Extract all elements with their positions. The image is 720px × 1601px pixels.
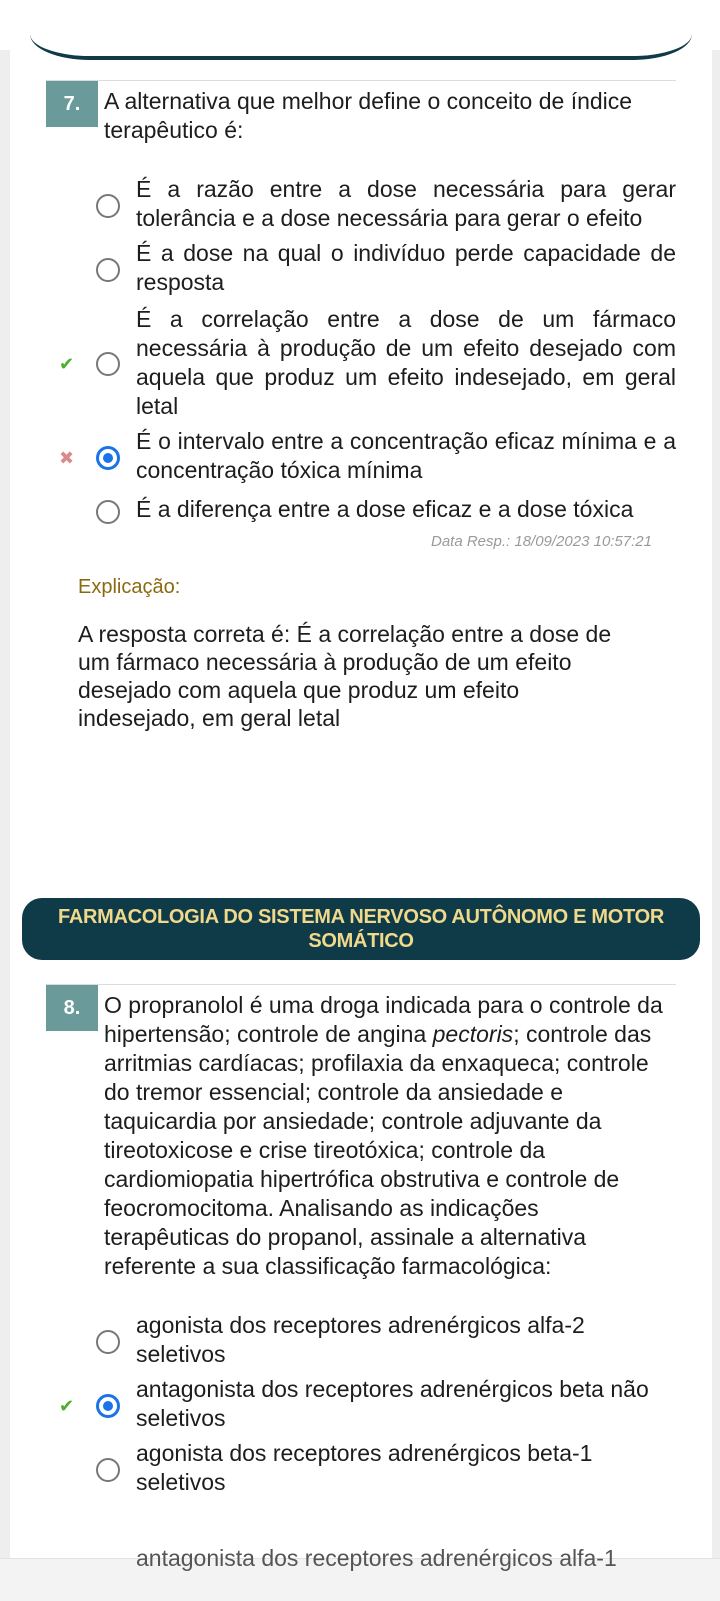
question-7	[46, 80, 676, 550]
options-list	[46, 1311, 676, 1501]
check-mark-icon: ✔	[59, 1396, 75, 1416]
radio-button[interactable]	[96, 352, 120, 376]
option-text: É a diferença entre a dose eficaz e a dose tóxica	[136, 496, 634, 522]
question-text-part2: ; controle das arritmias cardíacas; profilaxia da enxaqueca; controle do tremor essencial; controle da ansiedade e taquicardia por ansiedade; controle adjuvante da tireotoxicose e crise tireotóxica; controle da cardiomiopatia hipertrófica obstrutiva e controle de feocromocitoma. Analisando as indicações terapêuticas do propanol, assinale a alternativa referente a sua classificação farmacológica:	[104, 1021, 652, 1279]
radio-button[interactable]	[96, 1458, 120, 1482]
question-8	[46, 984, 676, 1501]
option-text: agonista dos receptores adrenérgicos alfa-2 seletivos	[136, 1312, 585, 1367]
option-e[interactable]	[46, 495, 676, 529]
response-date: Data Resp.: 18/09/2023 10:57:21	[430, 533, 652, 550]
x-mark-icon: ✖	[59, 448, 75, 468]
question-text-italic: pectoris	[432, 1021, 514, 1047]
question-text: A alternativa que melhor define o conceito de índice terapêutico é:	[104, 88, 633, 143]
radio-button-selected[interactable]	[96, 1394, 120, 1418]
radio-button[interactable]	[96, 194, 120, 218]
radio-button-selected[interactable]	[96, 446, 120, 470]
question-number: 7.	[46, 81, 98, 127]
section-title: FARMACOLOGIA DO SISTEMA NERVOSO AUTÔNOMO E MOTOR SOMÁTICO	[58, 906, 664, 952]
right-gutter	[712, 50, 720, 1560]
radio-button[interactable]	[96, 500, 120, 524]
check-mark-icon: ✔	[59, 354, 75, 374]
option-text: É a dose na qual o indivíduo perde capacidade de resposta	[136, 240, 676, 295]
option-c[interactable]	[46, 305, 676, 423]
explanation-text: A resposta correta é: É a correlação entre a dose de um fármaco necessária à produção de um efeito desejado com aquela que produz um efeito indesejado, em geral letal	[78, 621, 612, 731]
option-a[interactable]	[46, 1311, 676, 1373]
left-gutter	[0, 50, 10, 1560]
question-text	[104, 985, 676, 1281]
option-text: agonista dos receptores adrenérgicos beta-1 seletivos	[136, 1440, 593, 1495]
option-c[interactable]	[46, 1439, 676, 1501]
option-text: É o intervalo entre a concentração eficaz mínima e a concentração tóxica mínima	[136, 428, 676, 483]
question-8-header	[46, 984, 676, 1281]
options-list	[46, 175, 676, 529]
radio-button[interactable]	[96, 1330, 120, 1354]
option-d[interactable]	[46, 427, 676, 489]
question-number: 8.	[46, 985, 98, 1031]
option-b[interactable]	[46, 239, 676, 301]
radio-button[interactable]	[96, 258, 120, 282]
explanation-label: Explicação:	[78, 576, 181, 598]
question-text-part1: O propranolol é uma droga indicada para o controle da hipertensão; controle de angina	[104, 992, 663, 1047]
option-text: antagonista dos receptores adrenérgicos beta não seletivos	[136, 1376, 649, 1431]
option-text: É a razão entre a dose necessária para gerar tolerância e a dose necessária para gerar o efeito	[136, 176, 676, 231]
previous-section-edge	[30, 30, 692, 60]
option-d-partial	[136, 1544, 617, 1556]
option-b[interactable]	[46, 1375, 676, 1437]
section-header	[22, 898, 700, 960]
question-7-header	[46, 80, 676, 147]
option-a[interactable]	[46, 175, 676, 237]
option-text: É a correlação entre a dose de um fármaco necessária à produção de um efeito desejado com aquela que produz um efeito indesejado, em geral letal	[136, 306, 676, 419]
